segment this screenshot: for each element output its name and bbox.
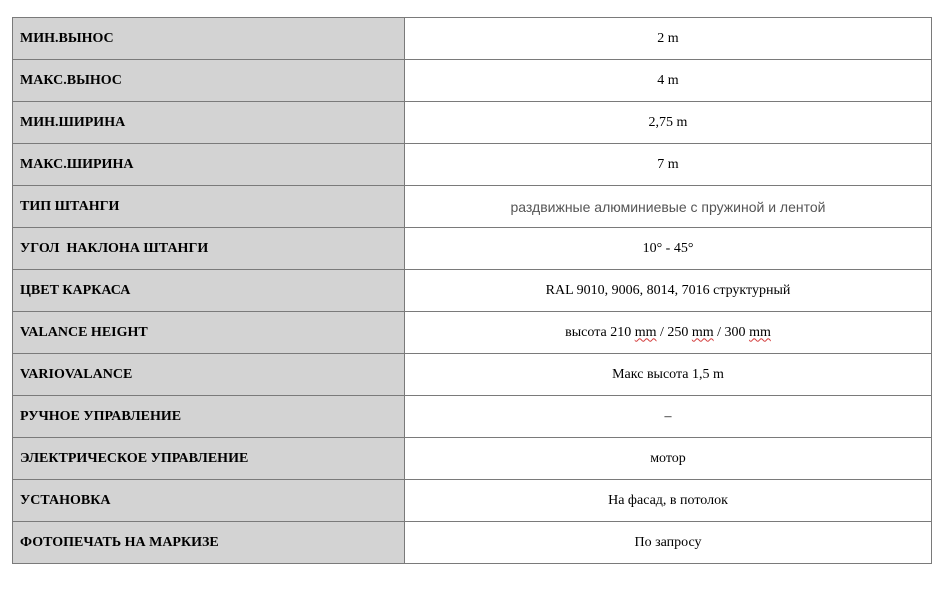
row-label: ФОТОПЕЧАТЬ НА МАРКИЗЕ — [13, 522, 405, 564]
row-value: раздвижные алюминиевые с пружиной и лентой — [405, 186, 932, 228]
row-label: МИН.ШИРИНА — [13, 102, 405, 144]
unit-text: mm — [749, 324, 771, 340]
value-text: / 300 — [713, 324, 750, 340]
table-row — [13, 312, 932, 354]
table-row — [13, 228, 932, 270]
row-value: 7 m — [405, 144, 932, 186]
row-value: мотор — [405, 438, 932, 480]
table-row — [13, 60, 932, 102]
row-label: УГОЛ НАКЛОНА ШТАНГИ — [13, 228, 405, 270]
row-value: 2,75 m — [405, 102, 932, 144]
table-row — [13, 270, 932, 312]
table-row — [13, 102, 932, 144]
table-row — [13, 18, 932, 60]
row-value: – — [405, 396, 932, 438]
table-row — [13, 438, 932, 480]
value-text: высота 210 — [565, 324, 635, 340]
row-label: ЭЛЕКТРИЧЕСКОЕ УПРАВЛЕНИЕ — [13, 438, 405, 480]
row-label: ТИП ШТАНГИ — [13, 186, 405, 228]
row-label: ЦВЕТ КАРКАСА — [13, 270, 405, 312]
row-value: 10° - 45° — [405, 228, 932, 270]
unit-text: mm — [634, 324, 657, 340]
row-value — [405, 312, 932, 354]
row-label: VALANCE HEIGHT — [13, 312, 405, 354]
row-value: RAL 9010, 9006, 8014, 7016 структурный — [405, 270, 932, 312]
row-label: РУЧНОЕ УПРАВЛЕНИЕ — [13, 396, 405, 438]
table-row — [13, 144, 932, 186]
table-row — [13, 354, 932, 396]
value-text: / 250 — [656, 324, 692, 340]
row-label: МАКС.ШИРИНА — [13, 144, 405, 186]
row-label: VARIOVALANCE — [13, 354, 405, 396]
table-row — [13, 186, 932, 228]
table-row — [13, 480, 932, 522]
spec-table — [12, 17, 932, 564]
table-row — [13, 396, 932, 438]
row-label: МИН.ВЫНОС — [13, 18, 405, 60]
row-value: На фасад, в потолок — [405, 480, 932, 522]
row-label: МАКС.ВЫНОС — [13, 60, 405, 102]
row-value: По запросу — [405, 522, 932, 564]
row-value: 2 m — [405, 18, 932, 60]
table-row — [13, 522, 932, 564]
unit-text: mm — [691, 324, 714, 340]
row-label: УСТАНОВКА — [13, 480, 405, 522]
row-value: Макс высота 1,5 m — [405, 354, 932, 396]
row-value: 4 m — [405, 60, 932, 102]
